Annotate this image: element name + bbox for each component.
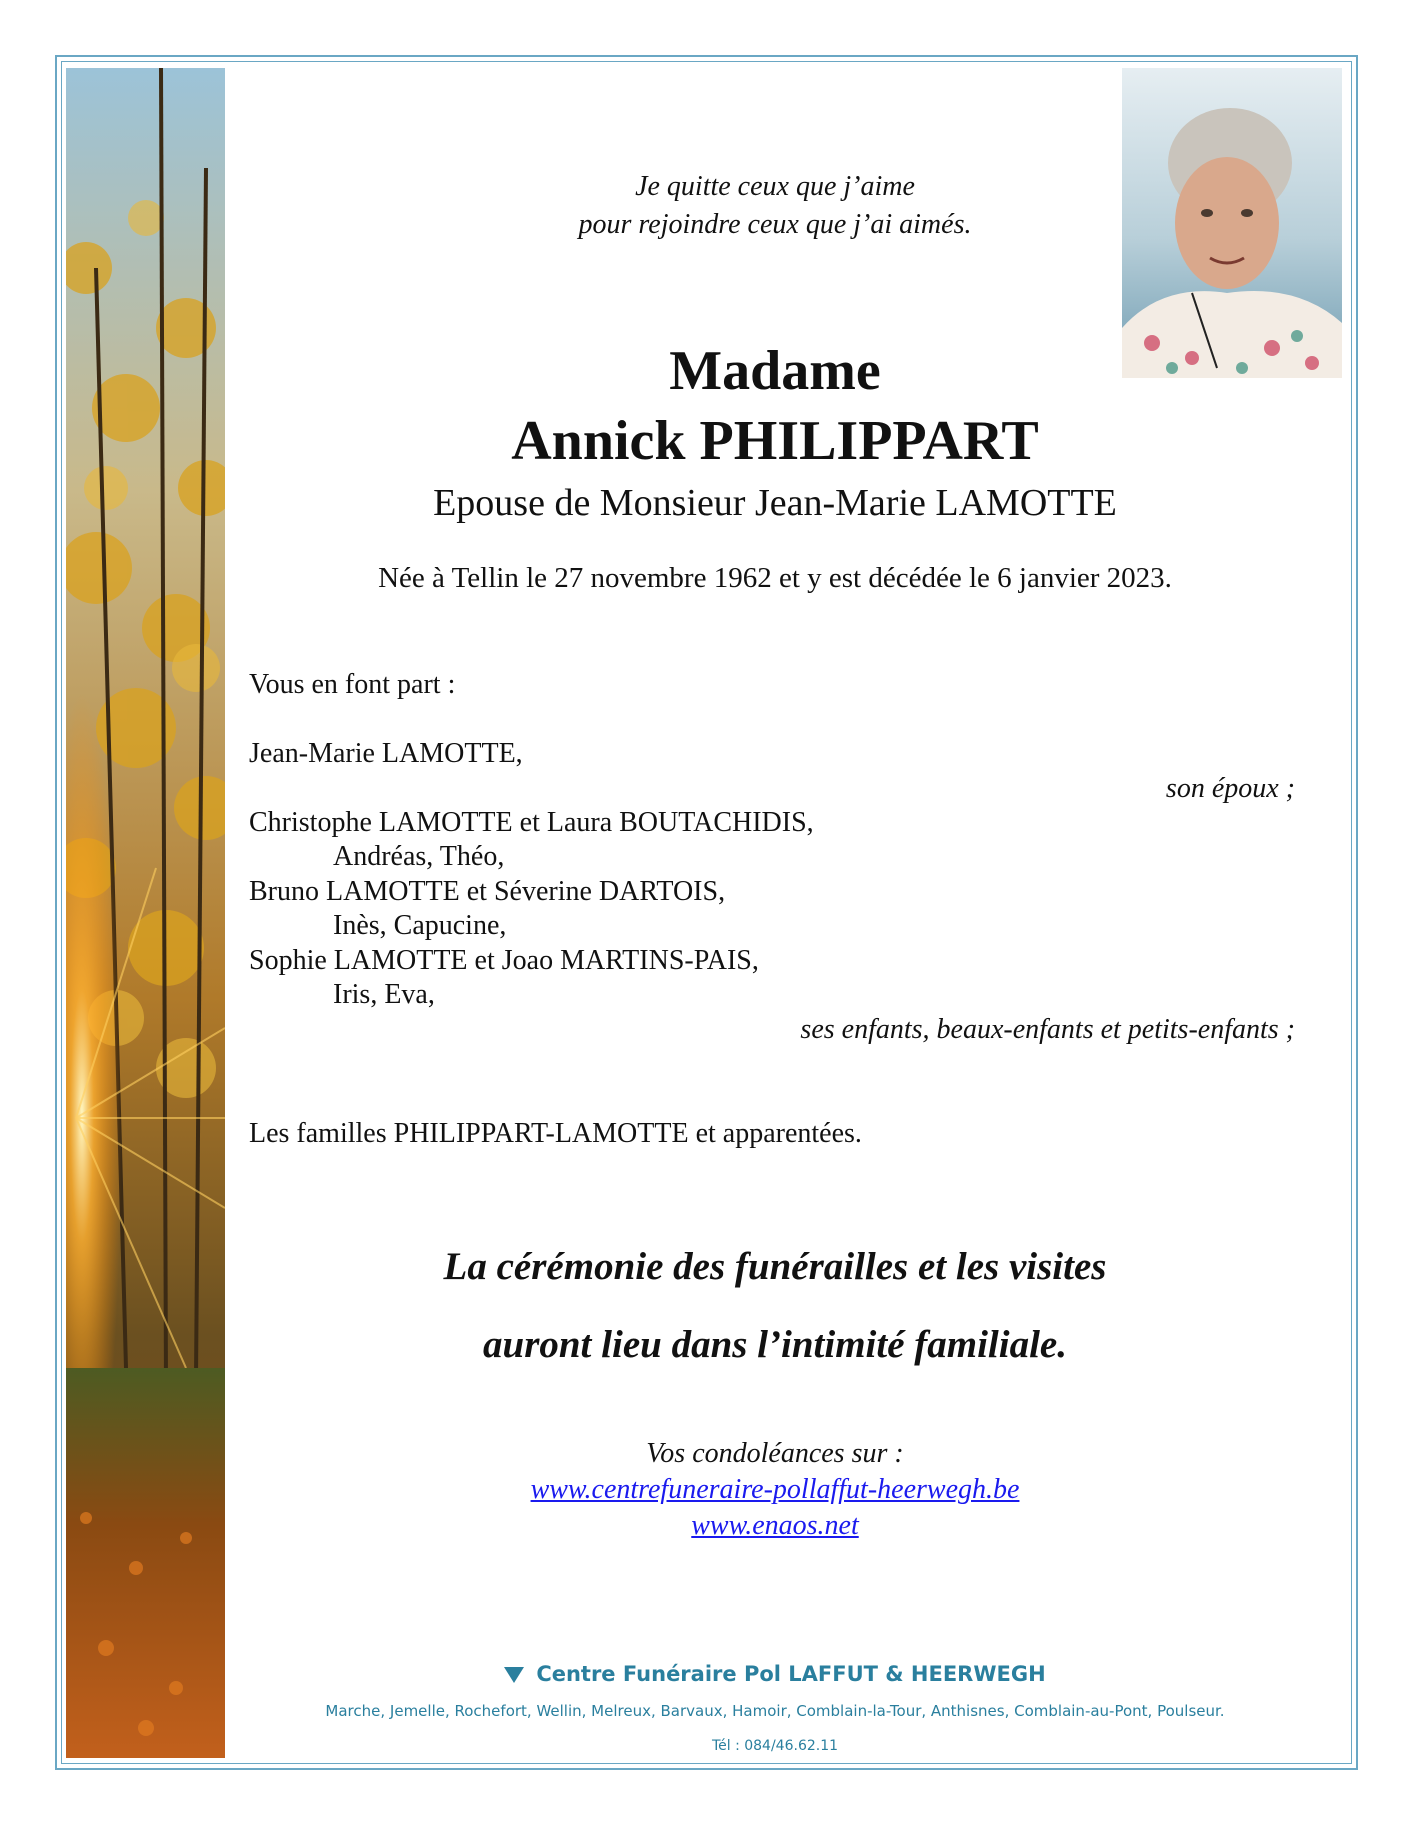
triangle-down-icon: [504, 1667, 524, 1683]
title-honorific: Madame: [669, 340, 881, 402]
funeral-home-name: [230, 1662, 1320, 1686]
deceased-name: Annick PHILIPPART: [511, 410, 1039, 472]
family-kids-1: Andréas, Théo,: [333, 841, 505, 872]
family-couple-2: Bruno LAMOTTE et Séverine DARTOIS,: [249, 876, 726, 907]
quote-line-1: Je quitte ceux que j’aime: [635, 171, 915, 202]
family-intro: Vous en font part :: [249, 669, 456, 700]
family-kids-3: Iris, Eva,: [333, 979, 435, 1010]
condolences-link-funeral-home[interactable]: www.centrefuneraire-pollaffut-heerwegh.be: [530, 1474, 1020, 1505]
funeral-home-towns: Marche, Jemelle, Rochefort, Wellin, Melreux, Barvaux, Hamoir, Comblain-la-Tour, Anthisnes, Comblain-au-Pont, Poulseur.: [325, 1702, 1225, 1720]
epitaph-quote: [230, 168, 1320, 244]
spouse-line: Epouse de Monsieur Jean-Marie LAMOTTE: [433, 482, 1117, 524]
birth-death-line: Née à Tellin le 27 novembre 1962 et y est décédée le 6 janvier 2023.: [378, 562, 1172, 594]
family-children-role: ses enfants, beaux-enfants et petits-enfants ;: [800, 1014, 1295, 1045]
funeral-home-label: Centre Funéraire Pol LAFFUT & HEERWEGH: [536, 1662, 1046, 1686]
family-kids-2: Inès, Capucine,: [333, 910, 507, 941]
ceremony-line-2: auront lieu dans l’intimité familiale.: [483, 1323, 1067, 1366]
family-couple-1: Christophe LAMOTTE et Laura BOUTACHIDIS,: [249, 807, 814, 838]
family-relatives: Les familles PHILIPPART-LAMOTTE et apparentées.: [249, 1118, 862, 1149]
ceremony-line-1: La cérémonie des funérailles et les visites: [443, 1245, 1107, 1288]
family-spouse-role: son époux ;: [1165, 773, 1295, 804]
quote-line-2: pour rejoindre ceux que j’ai aimés.: [578, 209, 972, 240]
condolences-link-enaos[interactable]: www.enaos.net: [691, 1510, 859, 1541]
autumn-forest-photo: [66, 68, 225, 1758]
family-spouse: Jean-Marie LAMOTTE,: [249, 738, 523, 769]
funeral-home-phone: Tél : 084/46.62.11: [711, 1738, 839, 1754]
condolences-label: Vos condoléances sur :: [646, 1438, 904, 1469]
family-couple-3: Sophie LAMOTTE et Joao MARTINS-PAIS,: [249, 945, 759, 976]
